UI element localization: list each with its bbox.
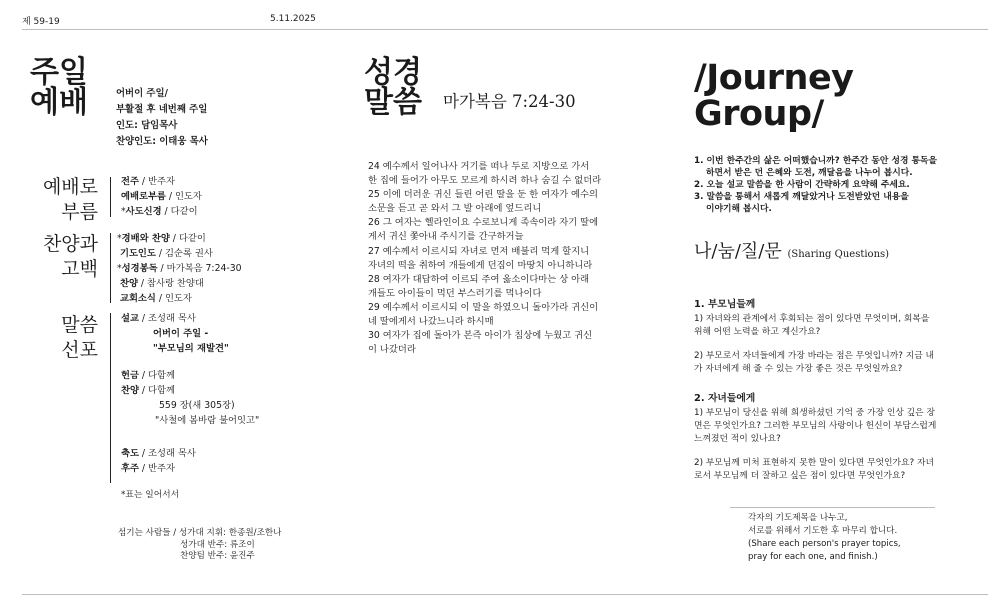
- bulletin-date: 5.11.2025: [270, 14, 316, 24]
- section-rule: [110, 313, 111, 483]
- prayer-divider: [730, 507, 935, 508]
- order-item: 헌금 / 다함께: [121, 370, 175, 381]
- verse-line: 29 예수께서 이르시되 이 말을 하였으니 돌아가라 귀신이: [368, 301, 599, 313]
- scripture-reference: 마가복음 7:24-30: [443, 92, 576, 111]
- issue-number: 제 59-19: [22, 17, 60, 27]
- verse-line: 네 딸에게서 나갔느니라 하시매: [368, 316, 494, 328]
- order-list-call: [121, 174, 202, 219]
- journey-group-title: /Journey Group/: [694, 58, 854, 134]
- hymn-number: 559 장(새 305장): [159, 400, 235, 411]
- top-divider: [22, 29, 988, 30]
- question-block-parents: 1. 부모님들께 1) 자녀와의 관계에서 후회되는 점이 있다면 무엇이며, 회복을 위해 어떤 노력을 하고 계신가요? 2) 부모로서 자녀들에게 가장 바라는 점은 무엇입니까? 지금 내 가 자녀에게 해 줄 수 있는 가장 좋은 것은 무엇일까요?: [694, 299, 935, 374]
- order-item: 찬양 / 다함께: [121, 385, 175, 396]
- sermon-item: 설교 / 조성래 목사 어버이 주일 - "부모님의 재발견": [121, 313, 229, 354]
- sermon-title-2: "부모님의 재발견": [153, 343, 229, 354]
- order-item: 예배로부름 / 인도자: [121, 191, 202, 202]
- verse-line: 30 여자가 집에 돌아가 본즉 아이가 침상에 누웠고 귀신: [368, 330, 593, 342]
- hymn-title: "사철에 봄바람 불어잇고": [155, 415, 260, 426]
- verse-line: 자녀의 떡을 취하여 개들에게 던짐이 마땅치 아니하니라: [368, 259, 593, 271]
- verse-line: 소문을 듣고 곧 와서 그 발 아래에 엎드리니: [368, 203, 542, 215]
- service-info: 어버이 주일/ 부활절 후 네번째 주일 인도: 담임목사 찬양인도: 이태웅 목사: [116, 88, 208, 147]
- verse-line: 28 여자가 대답하여 이르되 주여 옳소이다마는 상 아래: [368, 273, 590, 285]
- prayer-instructions: 각자의 기도제목을 나누고, 서로를 위해서 기도한 후 마무리 합니다. (Share each person's prayer topics, pray for each one, and finish.): [748, 513, 901, 562]
- journey-intro-questions: 1. 이번 한주간의 삶은 어떠했습니까? 한주간 동안 성경 통독을 하면서 받은 던 은혜와 도전, 깨달음을 나누어 봅시다. 2. 오늘 설교 말씀을 한 사람이 간략하게 요약해 주세요. 3. 말씀을 통해서 새롭게 깨달았거나 도전받았던 내용을 이야기해 봅시다.: [694, 156, 938, 214]
- order-item: 후주 / 반주자: [121, 463, 175, 474]
- order-item: 기도인도 / 김순록 권사: [119, 248, 213, 259]
- section-title-word: 말씀 선포: [61, 314, 98, 361]
- scripture-verses: [368, 160, 668, 357]
- standing-note: *표는 일어서서: [121, 490, 180, 500]
- closing-list: [121, 446, 196, 476]
- sharing-questions-title: 나/눔/질/문 (Sharing Questions): [694, 241, 890, 262]
- scripture-title: 성경 말씀: [364, 55, 422, 120]
- verse-line: 26 그 여자는 헬라인이요 수로보니게 족속이라 자기 딸에: [368, 217, 599, 229]
- order-list-praise: [117, 231, 242, 306]
- servers-list: 섬기는 사람들 / 성가대 지휘: 한종원/조한나 성가대 반주: 류조이 찬양팀 반주: 윤진주: [118, 528, 282, 561]
- verse-line: 한 집에 들어가 아무도 모르게 하시려 하나 숨길 수 없더라: [368, 175, 602, 187]
- bottom-divider: [22, 594, 988, 595]
- order-item: 전주 / 반주자: [121, 176, 175, 187]
- order-item: 교회소식 / 인도자: [119, 293, 192, 304]
- verse-line: 25 이에 더러운 귀신 들린 어린 딸을 둔 한 여자가 예수의: [368, 189, 598, 201]
- order-item: *사도신경 / 다같이: [121, 206, 198, 217]
- section-rule: [110, 233, 111, 303]
- offering-list: [121, 368, 259, 428]
- worship-title: 주일 예배: [30, 55, 88, 120]
- verse-line: 개들도 아이들이 먹던 부스러기를 먹나이다: [368, 287, 542, 299]
- question-block-children: 2. 자녀들에게 1) 부모님이 당신을 위해 희생하셨던 기억 중 가장 인상 깊은 장 면은 무엇인가요? 그러한 부모님의 사랑이나 헌신이 부담스럽게 느껴졌던 적이 있나요? 2) 부모님께 미처 표현하지 못한 말이 있다면 무엇인가요? 자녀 로서 부모님께 더 잘하고 싶은 점이 있다면 무엇인가요?: [694, 393, 937, 481]
- verse-line: 게서 귀신 쫓아내 주시기를 간구하거늘: [368, 231, 524, 243]
- order-item: 찬양 / 참사랑 찬양대: [119, 278, 204, 289]
- verse-line: 27 예수께서 이르시되 자녀로 먼저 배불리 먹게 할지니: [368, 245, 590, 257]
- order-item: *경배와 찬양 / 다같이: [117, 233, 206, 244]
- section-title-praise: 찬양과 고백: [42, 233, 98, 280]
- verse-line: 이 나갔더라: [368, 344, 416, 356]
- sermon-title-1: 어버이 주일 -: [153, 328, 209, 339]
- section-rule: [110, 177, 111, 217]
- section-title-call-to-worship: 예배로 부름: [42, 176, 98, 223]
- verse-line: 24 예수께서 일어나사 거기를 떠나 두로 지방으로 가서: [368, 161, 590, 172]
- order-item: *성경봉독 / 마가복음 7:24-30: [117, 263, 242, 274]
- order-item: 축도 / 조성래 목사: [121, 448, 196, 459]
